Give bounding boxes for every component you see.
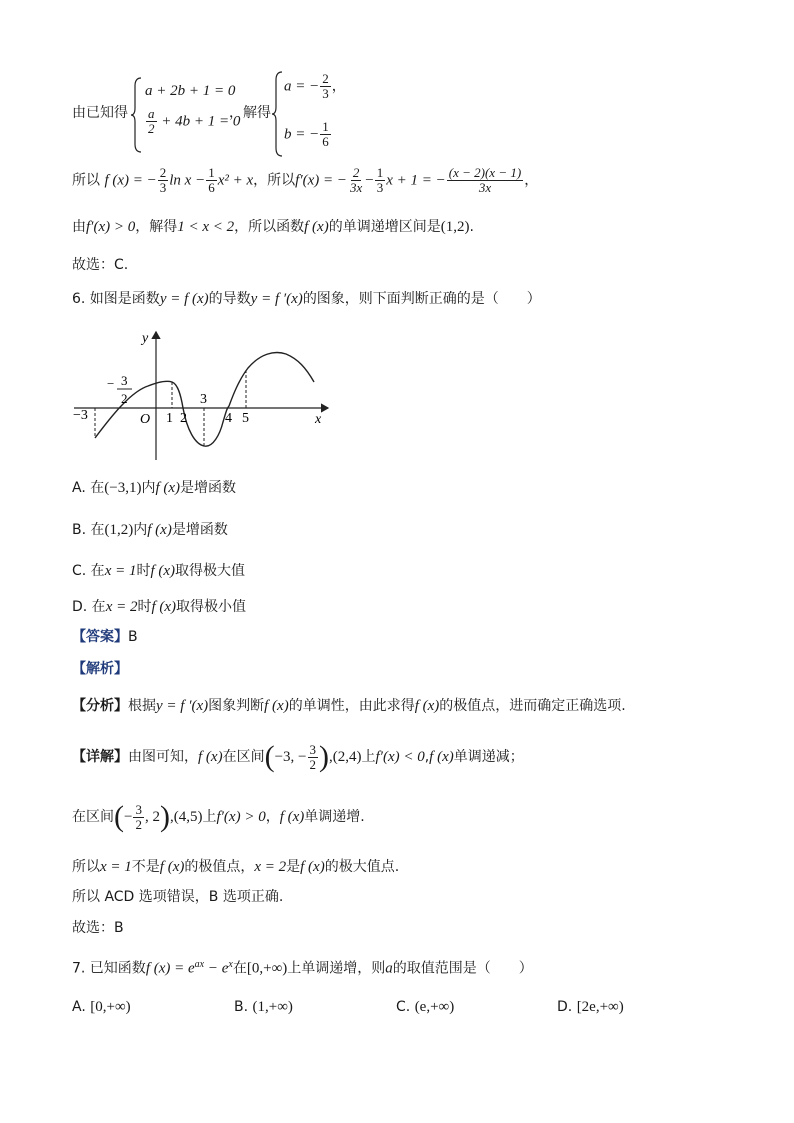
stem-m2: [0,+∞) xyxy=(246,960,288,977)
option-after: 内 xyxy=(133,522,148,538)
stem-c: 上单调递增，则 xyxy=(287,960,386,977)
l3-c: 的极值点， xyxy=(184,859,255,875)
q7-option-d[interactable] xyxy=(557,998,624,1016)
question-6-stem xyxy=(72,290,541,308)
c2-num: 1 xyxy=(208,165,215,180)
c1-num: 2 xyxy=(159,165,167,180)
m3: f (x) xyxy=(304,219,329,235)
l3-e: 的极大值点. xyxy=(324,859,400,875)
stem-sup2: x xyxy=(228,959,233,970)
option-math2: f (x) xyxy=(155,480,181,496)
option-label: A. 在 xyxy=(72,480,105,496)
text-sep: ，所以 xyxy=(253,172,296,189)
xj-int2: ,(2,4) xyxy=(329,749,362,765)
c3-den: 3x xyxy=(350,180,363,195)
m4: (1,2) xyxy=(440,219,470,235)
option-label: B. xyxy=(234,999,249,1015)
paren-open: ( xyxy=(264,740,275,773)
l2-int-num: 3 xyxy=(135,801,142,817)
option-b[interactable] xyxy=(72,521,228,539)
l3-b: 不是 xyxy=(131,859,160,875)
xj-d: , xyxy=(424,749,430,765)
l3-m1: x = 1 xyxy=(100,859,132,875)
y-axis-label: y xyxy=(142,331,149,346)
question-7-stem xyxy=(72,956,533,978)
option-tail: 是增函数 xyxy=(171,522,228,538)
option-a[interactable] xyxy=(72,479,236,497)
xj-m1: f (x) xyxy=(198,749,223,765)
eq2-den: 2 xyxy=(148,121,155,136)
l2-int2: ,(4,5) xyxy=(169,809,203,825)
xiangjie-tag: 【详解】 xyxy=(72,749,128,765)
sol-b-lhs: b = − xyxy=(284,126,320,143)
xj-int1-num: 3 xyxy=(309,741,316,757)
text-prefix: 由已知得 xyxy=(72,105,128,121)
answer-value: B xyxy=(128,629,138,645)
analysis-line xyxy=(72,697,626,715)
fx-mid2: x² + x xyxy=(217,172,254,189)
stem-a: 6. 如图是函数 xyxy=(72,291,160,307)
l2-int-den: 2 xyxy=(135,816,142,832)
option-label: A. xyxy=(72,999,86,1015)
option-tail: 是增函数 xyxy=(180,480,237,496)
l3-d: 是 xyxy=(286,859,301,875)
option-label: B. 在 xyxy=(72,522,105,538)
derivative-graph xyxy=(70,326,335,466)
jiexi-tag: 【解析】 xyxy=(72,661,128,677)
paren-open: ( xyxy=(114,800,124,833)
fx-lhs: f (x) = − xyxy=(104,172,157,189)
l2-a: 在区间 xyxy=(72,809,114,825)
option-math: (e,+∞) xyxy=(414,999,455,1015)
stem-d: 的取值范围是（ ） xyxy=(392,960,533,977)
sol-a-suffix: ， xyxy=(331,78,346,95)
text-prefix: 所以 xyxy=(72,172,100,189)
tick-neg32-num: 3 xyxy=(121,373,128,388)
option-math2: f (x) xyxy=(150,563,176,579)
fenxi-c: 的单调性，由此求得 xyxy=(288,698,415,714)
text-end: ， xyxy=(524,172,539,189)
origin-label: O xyxy=(140,412,151,427)
c1-den: 3 xyxy=(159,180,167,195)
option-label: D. xyxy=(557,999,573,1015)
xj-c: 上 xyxy=(361,749,376,765)
sol-b-num: 1 xyxy=(322,119,329,134)
c4-den: 3 xyxy=(376,180,384,195)
fx-mid1: ln x − xyxy=(169,172,206,189)
l2-c: ， xyxy=(265,809,280,825)
answer-line xyxy=(72,628,138,646)
text-solve: ，解得 xyxy=(229,105,271,121)
c2-den: 6 xyxy=(208,180,215,195)
fpx-lhs: f′(x) = − xyxy=(295,172,347,189)
l3-m3: x = 2 xyxy=(254,859,287,875)
l3-m2: f (x) xyxy=(159,859,185,875)
option-math: x = 1 xyxy=(104,563,137,579)
sol-a-num: 2 xyxy=(322,71,329,86)
option-d[interactable] xyxy=(72,598,246,616)
xj-a: 由图可知， xyxy=(128,749,198,765)
sol-b-den: 6 xyxy=(322,134,329,149)
detail-line-3 xyxy=(72,858,399,876)
fenxi-m1: y = f ′(x) xyxy=(156,698,209,714)
fpx-minus: − xyxy=(365,172,374,189)
m1: f′(x) > 0 xyxy=(86,219,136,235)
option-math2: f (x) xyxy=(151,599,177,615)
sol-a-den: 3 xyxy=(322,86,329,101)
t1: 由 xyxy=(72,219,86,235)
option-label: C. xyxy=(396,999,411,1015)
fenxi-m2: f (x) xyxy=(264,698,289,714)
tick-3: 3 xyxy=(200,392,207,407)
l3-m4: f (x) xyxy=(300,859,325,875)
tick-neg3: −3 xyxy=(73,408,88,423)
stem-a: 7. 已知函数 xyxy=(72,960,146,977)
c4-num: 1 xyxy=(376,165,384,180)
xj-m2: f′(x) < 0 xyxy=(375,749,425,765)
l2-d: 单调递增. xyxy=(304,809,365,825)
option-label: D. 在 xyxy=(72,599,106,615)
option-after: 内 xyxy=(141,480,156,496)
detail-line-2 xyxy=(72,800,365,834)
fenxi-m3: f (x) xyxy=(414,698,440,714)
q7-option-a[interactable] xyxy=(72,998,131,1016)
x-axis-label: x xyxy=(315,412,322,427)
right-brace xyxy=(272,70,284,158)
equation-2 xyxy=(145,107,240,136)
left-brace xyxy=(131,76,143,154)
fenxi-d: 的极值点，进而确定正确选项. xyxy=(439,698,626,714)
eq2-num: a xyxy=(148,106,155,121)
q7-option-b[interactable] xyxy=(234,998,293,1016)
stem-b: 的导数 xyxy=(208,291,251,307)
l2-b: 上 xyxy=(202,809,217,825)
solution-line-increasing xyxy=(72,218,474,236)
c5-num: (x − 2)(x − 1) xyxy=(448,165,522,180)
l2-int-right: , 2 xyxy=(144,809,160,825)
stem-sup1: ax xyxy=(194,959,205,970)
option-tail: 取得极大值 xyxy=(175,563,246,579)
choice-line-c: 故选：C. xyxy=(72,257,129,273)
fenxi-tag: 【分析】 xyxy=(72,698,128,714)
tick-2: 2 xyxy=(180,411,187,426)
option-c[interactable] xyxy=(72,562,245,580)
c5-den: 3x xyxy=(478,180,492,195)
q7-option-c[interactable] xyxy=(396,998,454,1016)
stem-m3: a xyxy=(385,960,393,977)
tick-neg32-den: 2 xyxy=(121,391,128,406)
l2-m1: f′(x) > 0 xyxy=(216,809,266,825)
t4: 的单调递增区间是 xyxy=(328,219,441,235)
t3: ，所以函数 xyxy=(234,219,305,235)
detail-line-1 xyxy=(72,740,524,774)
option-math: [0,+∞) xyxy=(90,999,131,1015)
stem-m2: y = f ′(x) xyxy=(250,291,303,307)
fenxi-a: 根据 xyxy=(128,698,156,714)
stem-m1b: − e xyxy=(204,960,229,977)
xj-e: 单调递减； xyxy=(453,749,524,765)
answer-tag: 【答案】 xyxy=(72,629,128,645)
c3-num: 2 xyxy=(352,165,360,180)
option-math: (1,2) xyxy=(104,522,134,538)
xj-int1-left: −3, − xyxy=(274,749,307,765)
paren-close: ) xyxy=(319,740,329,773)
solution-line-fx xyxy=(72,166,538,195)
xj-m3: f (x) xyxy=(429,749,454,765)
solution-b xyxy=(284,120,332,149)
l2-int-left: − xyxy=(124,809,133,825)
option-math: (1,+∞) xyxy=(252,999,293,1015)
detail-line-4: 所以 ACD 选项错误，B 选项正确. xyxy=(72,889,284,905)
paren-close: ) xyxy=(159,800,170,833)
stem-m1: f (x) = e xyxy=(145,960,195,977)
option-after: 时 xyxy=(136,563,151,579)
t2: ，解得 xyxy=(135,219,178,235)
t5: . xyxy=(469,219,474,235)
m2: 1 < x < 2 xyxy=(177,219,235,235)
detail-line-5: 故选：B xyxy=(72,920,124,936)
tick-neg32-minus: − xyxy=(107,376,115,391)
option-math: (−3,1) xyxy=(104,480,142,496)
stem-m1: y = f (x) xyxy=(159,291,209,307)
tick-1: 1 xyxy=(166,411,173,426)
option-math2: f (x) xyxy=(147,522,172,538)
sol-a-lhs: a = − xyxy=(284,78,320,95)
stem-b: 在 xyxy=(232,960,247,977)
equation-1: a + 2b + 1 = 0 xyxy=(145,83,236,99)
option-math: x = 2 xyxy=(105,599,138,615)
l3-a: 所以 xyxy=(72,859,100,875)
fenxi-b: 图象判断 xyxy=(208,698,265,714)
eq2-rest: + 4b + 1 = 0 xyxy=(157,113,241,130)
option-math: [2e,+∞) xyxy=(576,999,624,1015)
option-label: C. 在 xyxy=(72,563,105,579)
option-after: 时 xyxy=(137,599,152,615)
tick-5: 5 xyxy=(242,411,249,426)
xj-int1-den: 2 xyxy=(309,756,316,772)
solution-a xyxy=(284,72,346,101)
stem-c: 的图象，则下面判断正确的是（ ） xyxy=(302,291,541,307)
tick-4: 4 xyxy=(225,411,232,426)
option-tail: 取得极小值 xyxy=(176,599,247,615)
l2-m2: f (x) xyxy=(279,809,305,825)
fpx-mid3: x + 1 = − xyxy=(386,172,446,189)
xj-b: 在区间 xyxy=(222,749,265,765)
